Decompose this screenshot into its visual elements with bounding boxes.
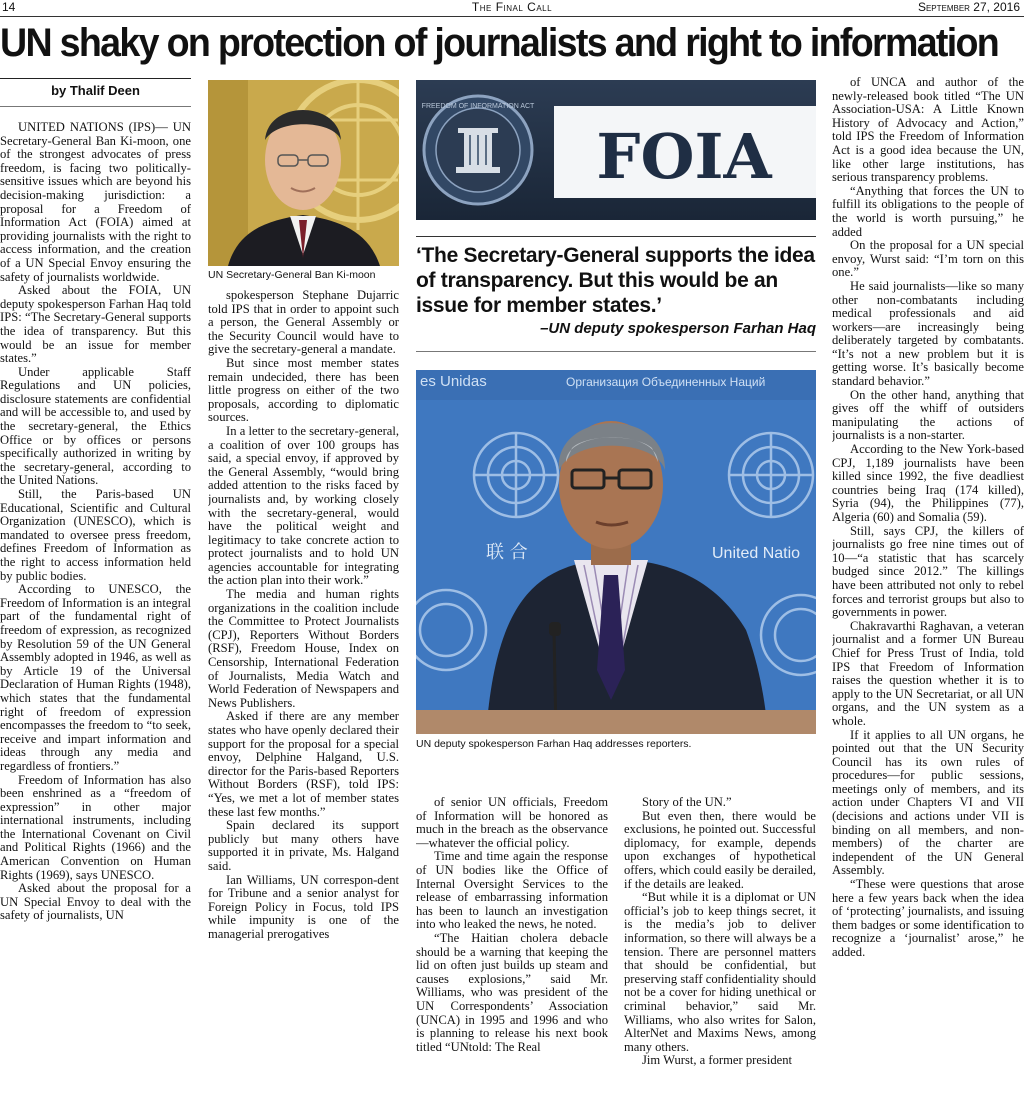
foia-logo-text: FOIA [596, 120, 772, 193]
paragraph: But even then, there would be exclusions, he pointed out. Successful diplomacy, for example, depends upon exchanges of hypothetical offers, which could easily be derailed, if the details are leaked. [624, 808, 816, 891]
column-2 [208, 289, 399, 1108]
paragraph: Jim Wurst, a former president [642, 1053, 792, 1068]
paragraph: Asked about the proposal for a UN Special Envoy to deal with the safety of journalists, UN [0, 881, 191, 923]
foia-logo-illustration [416, 80, 816, 220]
paragraph: “Anything that forces the UN to fulfill its obligations to the people of the world is worth pursuing,” he added [832, 183, 1024, 239]
backdrop-text-right: United Natio [712, 545, 801, 562]
backdrop-text-mid: Организация Объединенных Наций [566, 375, 766, 389]
paragraph: Chakravarthi Raghavan, a veteran journalist and a former UN Bureau Chief for Press Trust of India, told IPS that Freedom of Information raises the question whether it is to apply to the UN Secretariat, or all UN organs, and the UN system as a whole. [832, 618, 1024, 728]
paragraph: He said journalists—like so many other non-combatants including medical professionals and aid workers—are increasingly being deliberately targeted by combatants. “It’s not a new problem but it is getting worse. It’s basically become standard behavior.” [832, 278, 1024, 389]
paragraph: of UNCA and author of the newly-released book titled “The UN Association-USA: A Little Known History of Advocacy and Action,” told IPS the Freedom of Information Act is a good idea because the UN, like other large institutions, has serious transparency problems. [832, 76, 1024, 185]
pull-quote [416, 236, 816, 352]
haq-press-briefing-illustration [416, 370, 816, 734]
paragraph: According to the New York-based CPJ, 1,189 journalists have been killed since 1992, the five deadliest countries being Iraq (174 killed), Syria (94), the Philippines (77), Algeria (60) and Somalia (59). [832, 442, 1024, 524]
paragraph: Asked about the FOIA, UN deputy spokesperson Farhan Haq told IPS: “The Secretary-General supports the idea of transparency. But this would be an issue for member states.” [0, 283, 191, 366]
backdrop-text-left: es Unidas [420, 373, 487, 390]
paragraph: On the other hand, anything that gives off the whiff of outsiders manipulating the actions of journalists is a non-starter. [832, 387, 1024, 443]
paragraph: spokesperson Stephane Dujarric told IPS that in order to appoint such a person, the General Assembly or the Security Council would have to give the secretary-general a mandate. [208, 289, 399, 357]
paragraph: On the proposal for a UN special envoy, Wurst said: “I’m torn on this one.” [832, 238, 1024, 280]
foia-logo-image [416, 80, 816, 220]
paragraph: Spain declared its support publicly but many others have supported it in private, Ms. Halgand said. [208, 818, 399, 873]
ban-portrait-illustration [208, 80, 399, 266]
paragraph: “These were questions that arose here a few years back when the idea of ‘protecting’ journalists, and issuing them badges or some identification to recognize a ‘journalist’ arose,” he added. [832, 877, 1024, 959]
paragraph: Freedom of Information has also been enshrined as a “freedom of expression” in other major international instruments, including the International Covenant on Civil and Political Rights (1966) and the American Convention on Human Rights (1969), says UNESCO. [0, 772, 191, 882]
paragraph: If it applies to all UN organs, he pointed out that the UN Security Council has its own rules of procedures—for public sessions, meetings only of members, and its action under Chapters VI and VII (decisions and actions under VII is binding on all members, and non-members) of the charter are independent of the UN General Assembly. [832, 727, 1024, 878]
paragraph: But since most member states remain undecided, there has been little progress on either of the two proposals, according to diplomatic sources. [208, 355, 399, 425]
paragraph: Still, the Paris-based UN Educational, Scientific and Cultural Organization (UNESCO), which is mandated to oversee press freedom, defines Freedom of Information as the right to access information held by public bodies. [0, 487, 191, 583]
paragraph: Ian Williams, UN correspon-dent for Tribune and a senior analyst for Foreign Policy in Focus, told IPS while impunity is one of the managerial prerogatives [208, 872, 399, 941]
column-1 [0, 121, 191, 1108]
paragraph: According to UNESCO, the Freedom of Information is an integral part of the fundamental right of freedom of expression, as recognized by Resolution 59 of the UN General Assembly adopted in 1946, as well as by Article 19 of the Universal Declaration of Human Rights (1948), which states that the fundamental right of freedom of expression encompasses the freedom to “to seek, receive and impart information and ideas through any media and regardless of frontiers.” [0, 582, 191, 773]
paragraph: Story of the UN.” [642, 796, 732, 809]
publication-name: The Final Call [471, 0, 553, 14]
pull-quote-attribution: –UN deputy spokesperson Farhan Haq [540, 320, 816, 337]
photo-ban-ki-moon [208, 80, 399, 266]
paragraph: Time and time again the response of UN bodies like the Office of Internal Oversight Services to the release of embarrassing information has been to launch an investigation into who leaked the news, he noted. [416, 849, 608, 932]
byline: by Thalif Deen [0, 78, 191, 107]
column-4 [624, 796, 816, 1108]
paragraph: Under applicable Staff Regulations and UN policies, disclosure statements are confidential and will be accessible to, and used by the secretary-general, the Ethics Office or by offices or persons specifically authorized in writing by the secretary-general, according to the United Nations. [0, 364, 191, 488]
seal-text: FREEDOM OF INFORMATION ACT [421, 103, 535, 110]
column-5 [832, 76, 1024, 1108]
paragraph: Asked if there are any member states who have openly declared their support for the proposal for a special envoy, Delphine Halgand, U.S. director for the Paris-based Reporters Without Borders (RSF), told IPS: “Yes, we met a lot of member states these last few months.” [208, 709, 399, 819]
caption-haq: UN deputy spokesperson Farhan Haq addresses reporters. [416, 738, 692, 750]
paragraph: The media and human rights organizations in the coalition include the Committee to Protect Journalists (CPJ), Reporters Without Borders (RSF), Freedom House, Index on Censorship, International Federation of Journalists, Media Watch and World Federation of Newspapers and News Publishers. [208, 587, 399, 710]
photo-farhan-haq [416, 370, 816, 734]
article-headline: UN shaky on protection of journalists and right to information [0, 21, 999, 65]
paragraph: Still, says CPJ, the killers of journalists go free nine times out of 10—“a statistic that has scarcely budged since 2012.” The killings have been attributed not only to rebel forces and terrorist groups but also to governments in power. [832, 523, 1024, 620]
page-header [0, 0, 1024, 17]
pull-quote-text: ‘The Secretary-General supports the idea of transparency. But this would be an issue for member states.’ [416, 244, 815, 317]
backdrop-text-cn: 联 合 [486, 542, 528, 563]
paragraph: “But while it is a diplomat or UN official’s job to keep things secret, it is the media’s job to deliver information, so there will always be a tension. There are personnel matters that should be confidential, but preserving staff confidentiality should not be a cover for hiding unethical or criminal behavior,” said Mr. Williams, who also writes for Salon, AlterNet and Maxims News, among many others. [624, 890, 816, 1054]
paragraph: In a letter to the secretary-general, a coalition of over 100 groups has said, a special envoy, if approved by the General Assembly, “would bring added attention to the risks faced by journalists and, by working closely with the secretary-general, would have the political weight and legitimacy to take concrete action to protect journalists and to hold UN agencies accountable for integrating the action plan into their work.” [208, 423, 399, 588]
paragraph: of senior UN officials, Freedom of Information will be honored as much in the breach as the observance—whatever the official policy. [416, 796, 608, 850]
issue-date: September 27, 2016 [917, 0, 1020, 14]
caption-ban: UN Secretary-General Ban Ki-moon [208, 269, 376, 281]
column-3 [416, 796, 608, 1108]
paragraph: UNITED NATIONS (IPS)— UN Secretary-General Ban Ki-moon, one of the strongest advocates of press freedom, is facing two politically-sensitive issues which are beyond his decision-making jurisdiction: a proposal for a Freedom of Information Act (FOIA) aimed at providing journalists with the right to access information, and the creation of a UN Special Envoy ensuring the safety of journalists worldwide. [0, 121, 191, 284]
page-number: 14 [2, 0, 16, 14]
paragraph: “The Haitian cholera debacle should be a warning that keeping the lid on often just builds up steam and causes explosions,” said Mr. Williams, who was president of the UN Correspondents’ Association (UNCA) in 1995 and 1996 and who is planning to release his next book titled “UNtold: The Real [416, 930, 608, 1054]
